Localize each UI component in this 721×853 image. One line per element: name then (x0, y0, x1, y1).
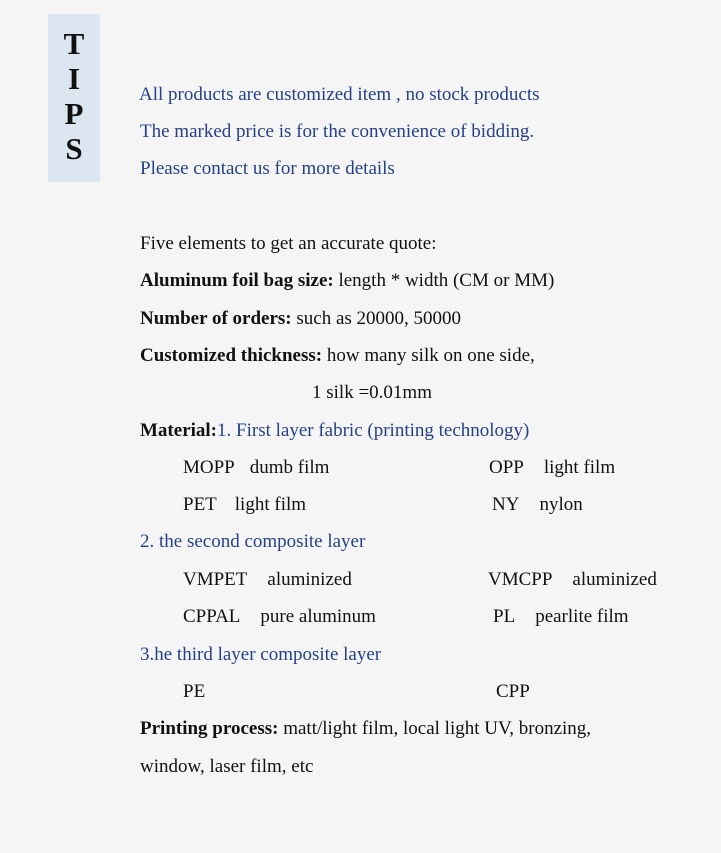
layer3-item-pe: PE (183, 681, 206, 702)
layer1-title: 1. First layer fabric (printing technology) (217, 420, 530, 441)
orders-label: Number of orders: (140, 308, 292, 329)
quote-size (140, 269, 554, 293)
notice-contact: Please contact us for more details (140, 158, 395, 179)
layer1-item-mopp: MOPP dumb film (183, 457, 330, 478)
tips-letter-t: T (63, 26, 85, 61)
printing-value: matt/light film, local light UV, bronzing, (278, 718, 592, 739)
notice-customized: All products are customized item , no stock products (139, 84, 540, 105)
layer1-item-pet: PET light film (183, 494, 307, 515)
quote-thickness (140, 344, 535, 368)
tips-letter-i: I (67, 61, 81, 96)
quote-orders (140, 307, 461, 331)
layer2-title: 2. the second composite layer (140, 531, 366, 552)
thickness-value: how many silk on one side, (322, 345, 535, 366)
layer2-item-pl: PL pearlite film (493, 606, 629, 627)
material-label: Material: (140, 420, 218, 441)
quote-material (140, 419, 529, 443)
layer1-item-ny: NY nylon (492, 494, 583, 515)
tips-letter-p: P (64, 96, 84, 131)
printing-value-2: window, laser film, etc (140, 756, 314, 777)
quote-printing (140, 717, 591, 741)
layer2-item-vmcpp: VMCPP aluminized (488, 569, 657, 590)
layer2-item-cppal: CPPAL pure aluminum (183, 606, 376, 627)
layer2-item-vmpet: VMPET aluminized (183, 569, 352, 590)
quote-intro: Five elements to get an accurate quote: (140, 233, 437, 254)
layer1-item-opp: OPP light film (489, 457, 616, 478)
size-value: length * width (CM or MM) (333, 270, 555, 291)
size-label: Aluminum foil bag size: (140, 270, 334, 291)
orders-value: such as 20000, 50000 (291, 308, 462, 329)
tips-letter-s: S (65, 131, 83, 166)
printing-label: Printing process: (140, 718, 279, 739)
layer3-item-cpp: CPP (496, 681, 530, 702)
thickness-note: 1 silk =0.01mm (312, 382, 432, 403)
layer3-title: 3.he third layer composite layer (140, 644, 382, 665)
notice-price: The marked price is for the convenience of bidding. (140, 121, 535, 142)
tips-banner (48, 14, 100, 182)
thickness-label: Customized thickness: (140, 345, 323, 366)
